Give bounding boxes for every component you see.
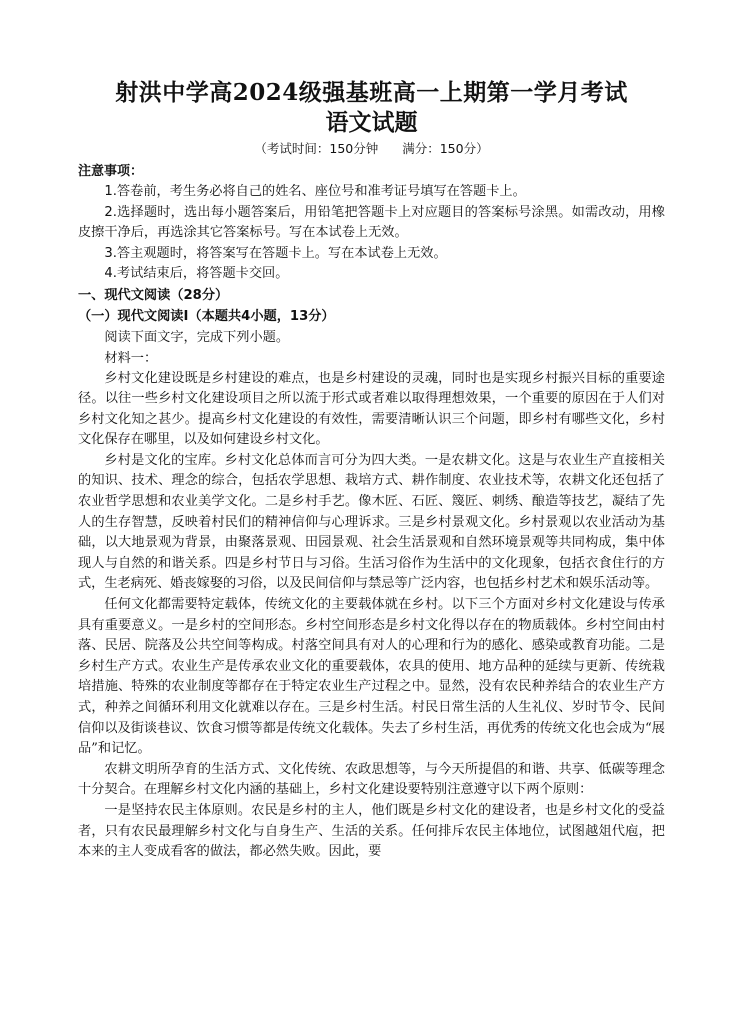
material-label: 材料一： [104, 350, 158, 366]
passage-paragraph: 农耕文明所孕育的生活方式、文化传统、农政思想等，与今天所提倡的和谐、共享、低碳等理念十分契合。在理解乡村文化内涵的基础上，乡村文化建设要特别注意遵守以下两个原则： [78, 761, 665, 798]
passage-paragraph: 乡村是文化的宝库。乡村文化总体而言可分为四大类。一是农耕文化。这是与农业生产直接相关的知识、技术、理念的综合，包括农学思想、栽培方式、耕作制度、农业技术等，农耕文化还包括了农业哲学思想和农业美学文化。二是乡村手艺。像木匠、石匠、篾匠、刺绣、酿造等技艺，凝结了先人的生存智慧，反映着村民们的精神信仰与心理诉求。三是乡村景观文化。乡村景观以农业活动为基础，以大地景观为背景，由聚落景观、田园景观、社会生活景观和自然环境景观等共同构成，集中体现人与自然的和谐关系。四是乡村节日与习俗。生活习俗作为生活中的文化现象，包括衣食住行的方式，生老病死、婚丧嫁娶的习俗，以及民间信仰与禁忌等广泛内容，也包括乡村艺术和娱乐活动等。 [78, 452, 665, 592]
passage-paragraph: 任何文化都需要特定载体，传统文化的主要载体就在乡村。以下三个方面对乡村文化建设与传承具有重要意义。一是乡村的空间形态。乡村空间形态是乡村文化得以存在的物质载体。乡村空间由村落、民居、院落及公共空间等构成。村落空间具有对人的心理和行为的感化、感染或教育功能。二是乡村生产方式。农业生产是传承农业文化的重要载体，农具的使用、地方品种的延续与更新、传统栽培措施、特殊的农业制度等都存在于特定农业生产过程之中。显然，没有农民种养结合的农业生产方式，种养之间循环利用文化就难以存在。三是乡村生活。村民日常生活的人生礼仪、岁时节令、民间信仰以及街谈巷议、饮食习惯等都是传统文化载体。失去了乡村生活，再优秀的传统文化也会成为“展品”和记忆。 [78, 597, 665, 757]
reading-instruction: 阅读下面文字，完成下列小题。 [104, 329, 290, 345]
notice-item: 1.答卷前，考生务必将自己的姓名、座位号和准考证号填写在答题卡上。 [104, 184, 526, 199]
exam-meta [78, 140, 665, 158]
notice-item: 4.考试结束后，将答题卡交回。 [104, 266, 289, 281]
exam-score: 满分：150分） [402, 141, 489, 156]
notice-heading: 注意事项： [78, 164, 144, 179]
exam-time: （考试时间：150分钟 [254, 141, 379, 156]
passage-paragraph: 一是坚持农民主体原则。农民是乡村的主人，他们既是乡村文化的建设者，也是乡村文化的受益者，只有农民最理解乡村文化与自身生产、生活的关系。任何排斥农民主体地位，试图越俎代庖，把本来的主人变成看客的做法，都必然失败。因此，要 [78, 802, 665, 860]
subsection-heading: （一）现代文阅读Ⅰ（本题共4小题，13分） [78, 308, 335, 324]
exam-title: 射洪中学高2024级强基班高一上期第一学月考试 [115, 79, 628, 106]
exam-subtitle: 语文试题 [325, 109, 418, 136]
section-heading: 一、现代文阅读（28分） [78, 287, 229, 303]
passage-paragraph: 乡村文化建设既是乡村建设的难点，也是乡村建设的灵魂，同时也是实现乡村振兴目标的重要途径。以往一些乡村文化建设项目之所以流于形式或者难以取得理想效果，一个重要的原因在于人们对乡村文化知之甚少。提高乡村文化建设的有效性，需要清晰认识三个问题，即乡村有哪些文化，乡村文化保存在哪里，以及如何建设乡村文化。 [78, 370, 665, 448]
notice-item: 2.选择题时，选出每小题答案后，用铅笔把答题卡上对应题目的答案标号涂黑。如需改动，用橡皮擦干净后，再选涂其它答案标号。写在本试卷上无效。 [78, 204, 665, 240]
notice-item: 3.答主观题时，将答案写在答题卡上。写在本试卷上无效。 [104, 245, 447, 261]
